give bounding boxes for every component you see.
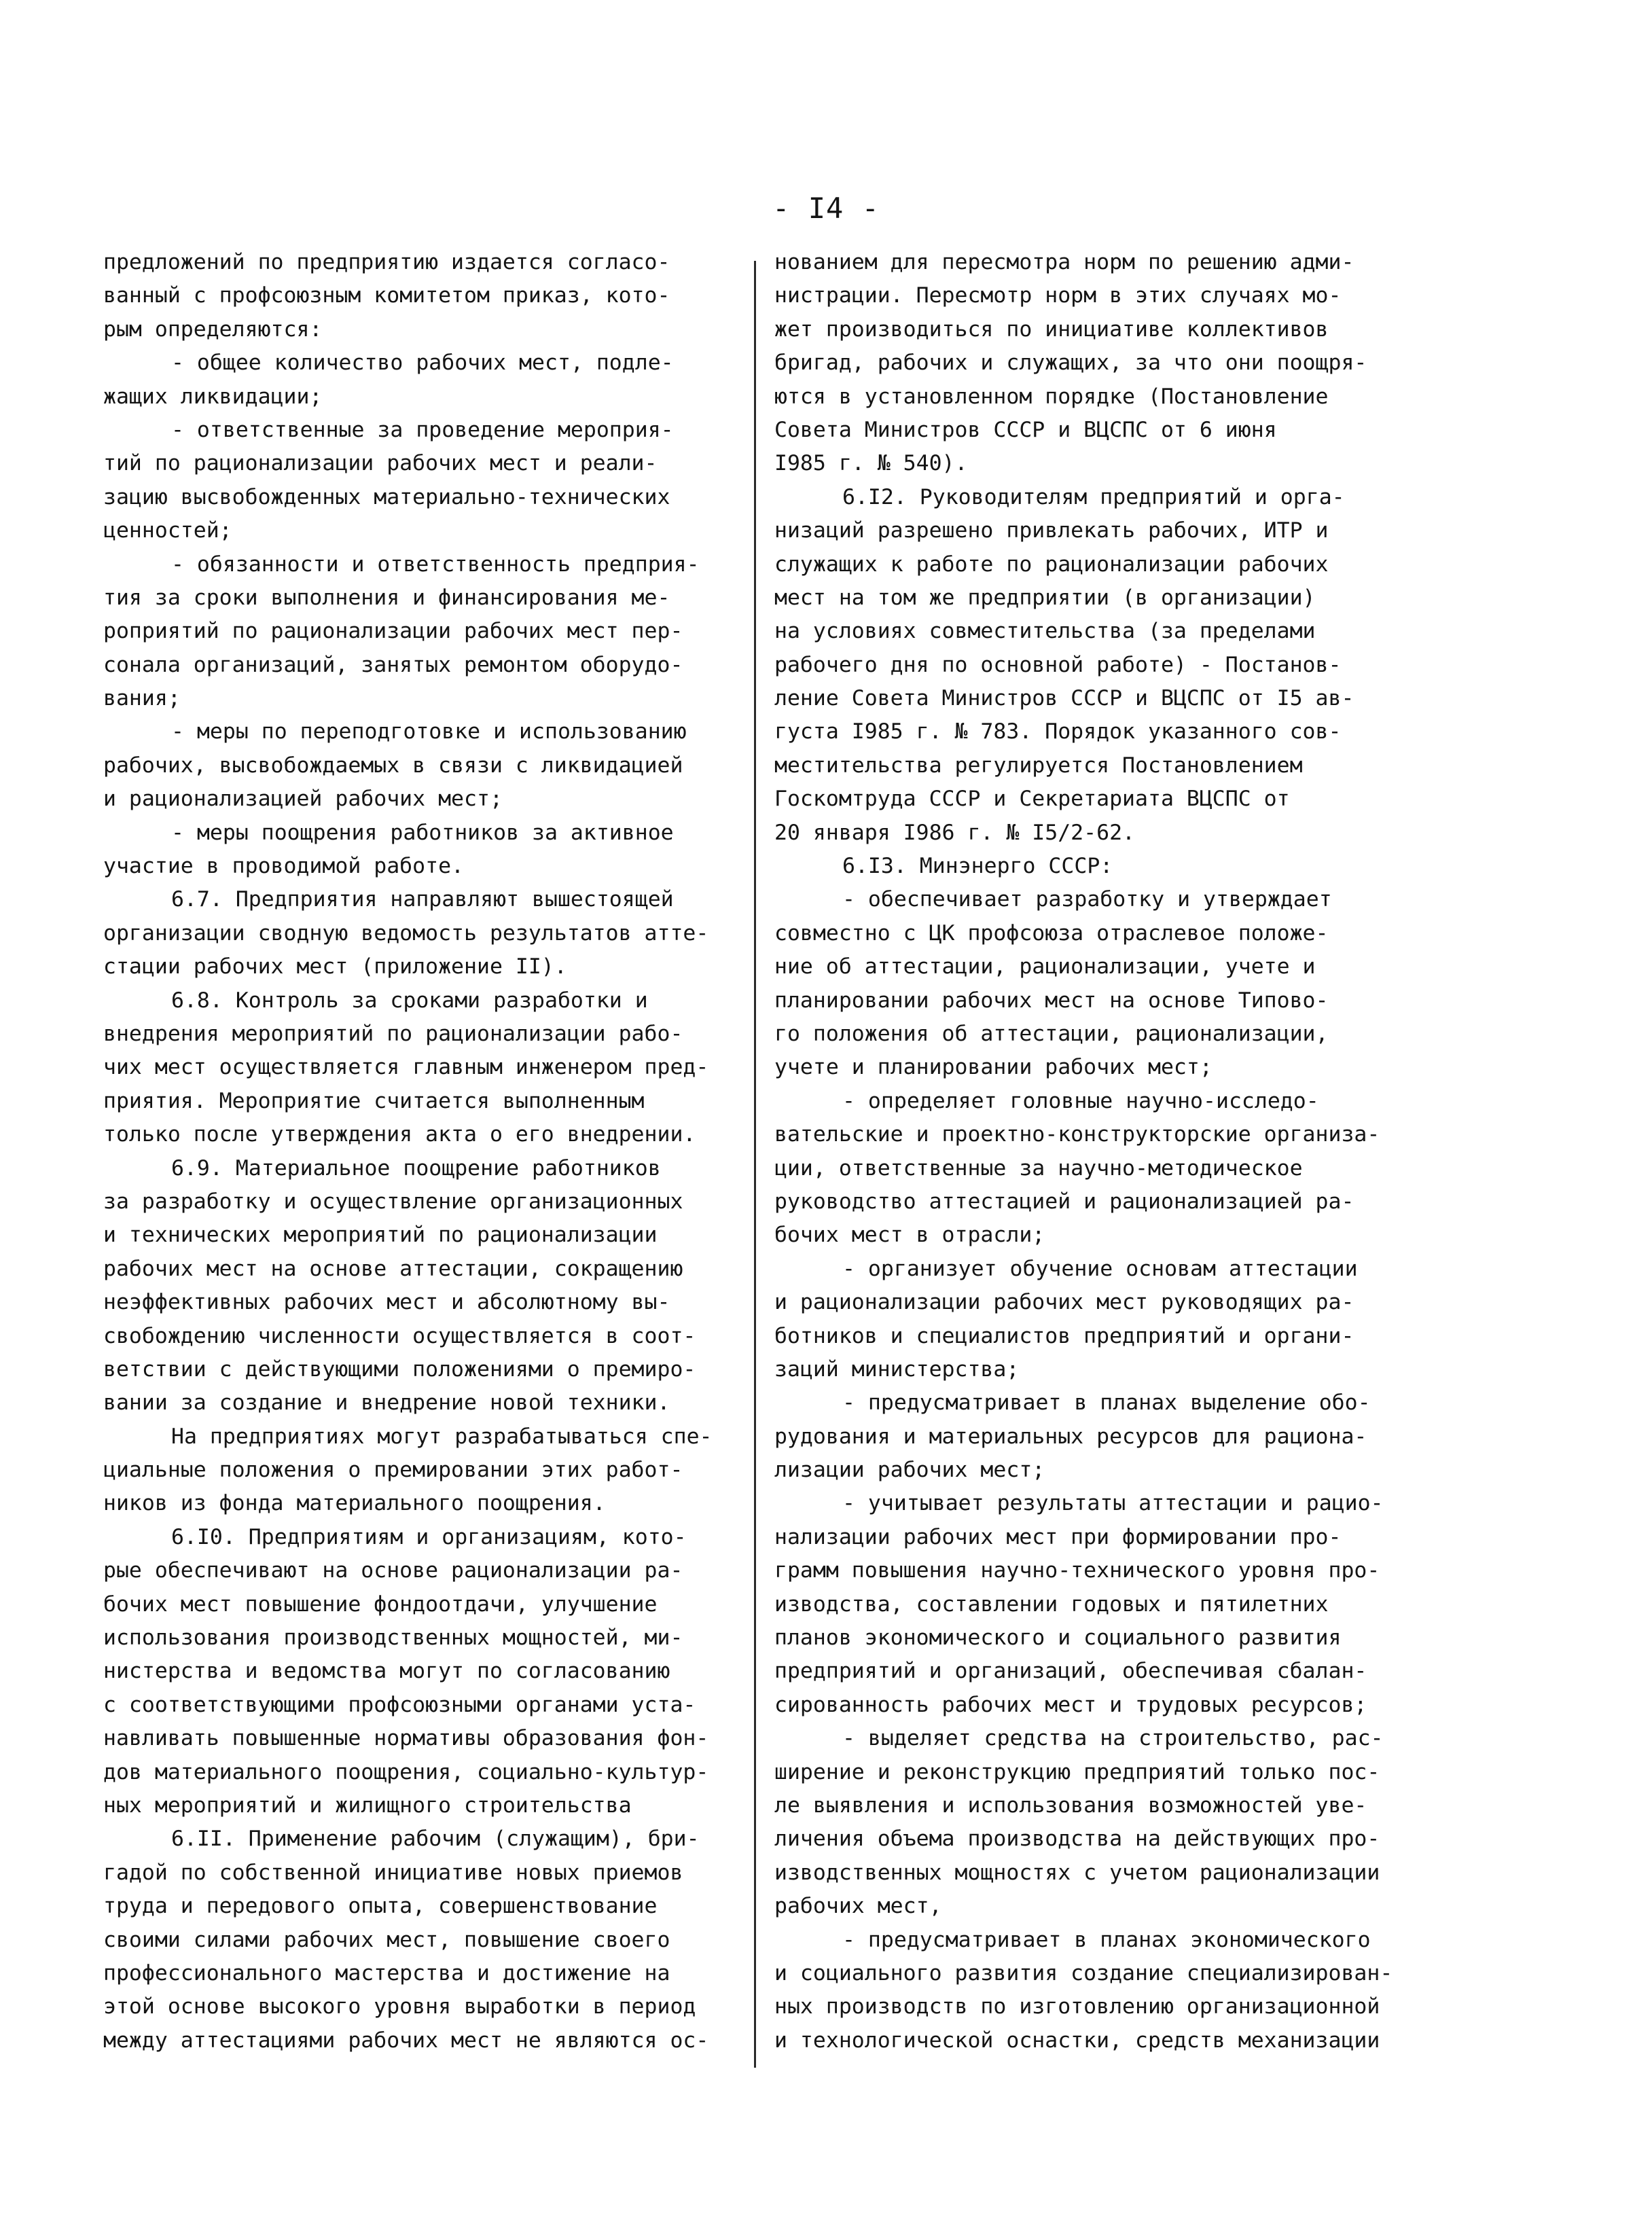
text-line: сированность рабочих мест и трудовых ресурсов; (774, 1692, 1367, 1717)
text-line: ных мероприятий и жилищного строительства (103, 1793, 632, 1818)
text-line: 6.7. Предприятия направляют вышестоящей (171, 887, 674, 912)
text-line: своими силами рабочих мест, повышение своего (103, 1927, 670, 1952)
text-line: ванный с профсоюзным комитетом приказ, кото- (103, 283, 670, 308)
text-line: и технологической оснастки, средств механизации (774, 2028, 1380, 2053)
text-line: труда и передового опыта, совершенствование (103, 1894, 658, 1919)
text-line: Совета Министров СССР и ВЦСПС от 6 июня (774, 417, 1277, 442)
text-line: - обязанности и ответственность предприя- (171, 552, 700, 577)
text-line: сонала организаций, занятых ремонтом оборудо- (103, 652, 683, 677)
text-line: 6.I0. Предприятиям и организациям, кото- (171, 1524, 687, 1549)
text-line: рабочего дня по основной работе) - Постанов- (774, 652, 1342, 677)
text-line: вания; (103, 686, 181, 711)
text-line: грамм повышения научно-технического уровня про- (774, 1558, 1380, 1583)
text-line: местительства регулируется Постановлением (774, 753, 1303, 778)
text-line: ных производств по изготовлению организационной (774, 1994, 1380, 2019)
text-line: использования производственных мощностей, ми- (103, 1625, 683, 1651)
text-line: свобождению численности осуществляется в соот- (103, 1323, 696, 1348)
text-line: лизации рабочих мест; (774, 1458, 1045, 1483)
text-line: - общее количество рабочих мест, подле- (171, 351, 674, 376)
text-line: - организует обучение основам аттестации (842, 1256, 1358, 1281)
text-line: - обеспечивает разработку и утверждает (842, 887, 1332, 912)
text-line: ле выявления и использования возможностей уве- (774, 1793, 1367, 1818)
text-line: 6.9. Материальное поощрение работников (171, 1155, 661, 1181)
text-line: совместно с ЦК профсоюза отраслевое положе- (774, 920, 1329, 946)
text-line: рабочих мест на основе аттестации, сокращению (103, 1256, 683, 1281)
text-line: роприятий по рационализации рабочих мест пер- (103, 619, 683, 644)
text-line: вательские и проектно-конструкторские организа- (774, 1122, 1380, 1147)
text-line: только после утверждения акта о его внедрении. (103, 1122, 696, 1147)
text-line: между аттестациями рабочих мест не являются ос- (103, 2028, 709, 2053)
text-line: с соответствующими профсоюзными органами уста- (103, 1692, 696, 1717)
text-line: руководство аттестацией и рационализацией ра- (774, 1189, 1354, 1214)
text-line: низаций разрешено привлекать рабочих, ИТР и (774, 518, 1329, 543)
text-line: и рационализации рабочих мест руководящих ра- (774, 1290, 1354, 1315)
text-line: служащих к работе по рационализации рабочих (774, 552, 1329, 577)
text-line: профессионального мастерства и достижение на (103, 1960, 670, 1986)
column-divider (754, 261, 756, 2068)
text-line: 6.8. Контроль за сроками разработки и (171, 988, 648, 1013)
text-line: 20 января I986 г. № I5/2-62. (774, 820, 1136, 845)
text-line: - выделяет средства на строительство, рас- (842, 1726, 1384, 1751)
text-line: и технических мероприятий по рационализации (103, 1223, 658, 1248)
text-line: - меры поощрения работников за активное (171, 820, 674, 845)
text-line: ботников и специалистов предприятий и органи- (774, 1323, 1354, 1348)
text-line: жет производиться по инициативе коллективов (774, 317, 1329, 342)
text-line: личения объема производства на действующих про- (774, 1827, 1380, 1852)
text-line: 6.I3. Минэнерго СССР: (842, 854, 1113, 879)
text-line: ние об аттестации, рационализации, учете и (774, 954, 1316, 980)
text-line: неэффективных рабочих мест и абсолютному вы- (103, 1290, 670, 1315)
text-line: рабочих, высвобождаемых в связи с ликвидацией (103, 753, 683, 778)
text-line: - предусматривает в планах экономического (842, 1927, 1371, 1952)
text-line: нованием для пересмотра норм по решению адми- (774, 250, 1354, 274)
text-line: - меры по переподготовке и использованию (171, 719, 687, 744)
text-line: рые обеспечивают на основе рационализации ра- (103, 1558, 683, 1583)
text-line: стации рабочих мест (приложение II). (103, 954, 567, 980)
text-line: этой основе высокого уровня выработки в период (103, 1994, 696, 2019)
text-line: дов материального поощрения, социально-культур- (103, 1759, 709, 1784)
text-line: - ответственные за проведение мероприя- (171, 417, 674, 442)
text-line: ширение и реконструкцию предприятий только пос- (774, 1759, 1380, 1784)
text-line: бочих мест повышение фондоотдачи, улучшение (103, 1592, 658, 1617)
text-line: ценностей; (103, 518, 232, 543)
text-line: изводства, составлении годовых и пятилетних (774, 1592, 1329, 1617)
text-line: циальные положения о премировании этих работ- (103, 1458, 683, 1483)
text-line: на условиях совместительства (за пределами (774, 619, 1316, 644)
text-line: 6.II. Применение рабочим (служащим), бри- (171, 1827, 700, 1852)
text-line: гадой по собственной инициативе новых приемов (103, 1860, 683, 1885)
text-line: ление Совета Министров СССР и ВЦСПС от I5 ав- (774, 686, 1354, 711)
text-line: I985 г. № 540). (774, 451, 968, 476)
text-line: жащих ликвидации; (103, 384, 323, 409)
text-line: и рационализацией рабочих мест; (103, 787, 503, 812)
text-line: - предусматривает в планах выделение обо- (842, 1390, 1371, 1416)
left-column (103, 246, 744, 2058)
text-line: рудования и материальных ресурсов для рациона- (774, 1424, 1367, 1449)
text-line: участие в проводимой работе. (103, 854, 465, 879)
text-line: ников из фонда материального поощрения. (103, 1491, 606, 1516)
text-line: ются в установленном порядке (Постановление (774, 384, 1329, 409)
text-line: изводственных мощностях с учетом рационализации (774, 1860, 1380, 1885)
text-line: планов экономического и социального развития (774, 1625, 1342, 1651)
text-line: рабочих мест, (774, 1894, 942, 1919)
text-line: учете и планировании рабочих мест; (774, 1055, 1213, 1080)
text-line: 6.I2. Руководителям предприятий и орга- (842, 484, 1345, 509)
text-line: приятия. Мероприятие считается выполненным (103, 1088, 645, 1113)
text-line: - учитывает результаты аттестации и рацио- (842, 1491, 1384, 1516)
text-line: мест на том же предприятии (в организации) (774, 585, 1316, 610)
text-line: предложений по предприятию издается согласо- (103, 250, 670, 274)
text-line: планировании рабочих мест на основе Типово- (774, 988, 1329, 1013)
text-line: навливать повышенные нормативы образования фон- (103, 1726, 709, 1751)
page-number: - I4 - (772, 192, 880, 225)
text-line: рым определяются: (103, 317, 323, 342)
text-line: тий по рационализации рабочих мест и реали- (103, 451, 658, 476)
text-line: нализации рабочих мест при формировании про- (774, 1524, 1342, 1549)
text-line: го положения об аттестации, рационализации, (774, 1021, 1329, 1046)
text-line: и социального развития создание специализирован- (774, 1960, 1393, 1986)
text-line: вании за создание и внедрение новой техники. (103, 1390, 670, 1416)
text-line: густа I985 г. № 783. Порядок указанного сов- (774, 719, 1342, 744)
text-line: зацию высвобожденных материально-технических (103, 484, 670, 509)
right-column (774, 246, 1416, 2058)
text-line: предприятий и организаций, обеспечивая сбалан- (774, 1659, 1367, 1684)
text-line: ветствии с действующими положениями о премиро- (103, 1356, 696, 1382)
text-line: тия за сроки выполнения и финансирования ме- (103, 585, 670, 610)
text-line: нистерства и ведомства могут по согласованию (103, 1659, 670, 1684)
text-line: На предприятиях могут разрабатываться спе- (171, 1424, 713, 1449)
text-line: внедрения мероприятий по рационализации рабо- (103, 1021, 683, 1046)
text-line: чих мест осуществляется главным инженером пред- (103, 1055, 709, 1080)
text-line: бочих мест в отрасли; (774, 1223, 1045, 1248)
text-line: бригад, рабочих и служащих, за что они поощря- (774, 351, 1367, 376)
text-line: за разработку и осуществление организационных (103, 1189, 683, 1214)
text-line: - определяет головные научно-исследо- (842, 1088, 1319, 1113)
text-line: организации сводную ведомость результатов атте- (103, 920, 709, 946)
text-line: Госкомтруда СССР и Секретариата ВЦСПС от (774, 787, 1290, 812)
text-line: нистрации. Пересмотр норм в этих случаях мо- (774, 283, 1342, 308)
text-line: ции, ответственные за научно-методическое (774, 1155, 1303, 1181)
text-line: заций министерства; (774, 1356, 1020, 1382)
